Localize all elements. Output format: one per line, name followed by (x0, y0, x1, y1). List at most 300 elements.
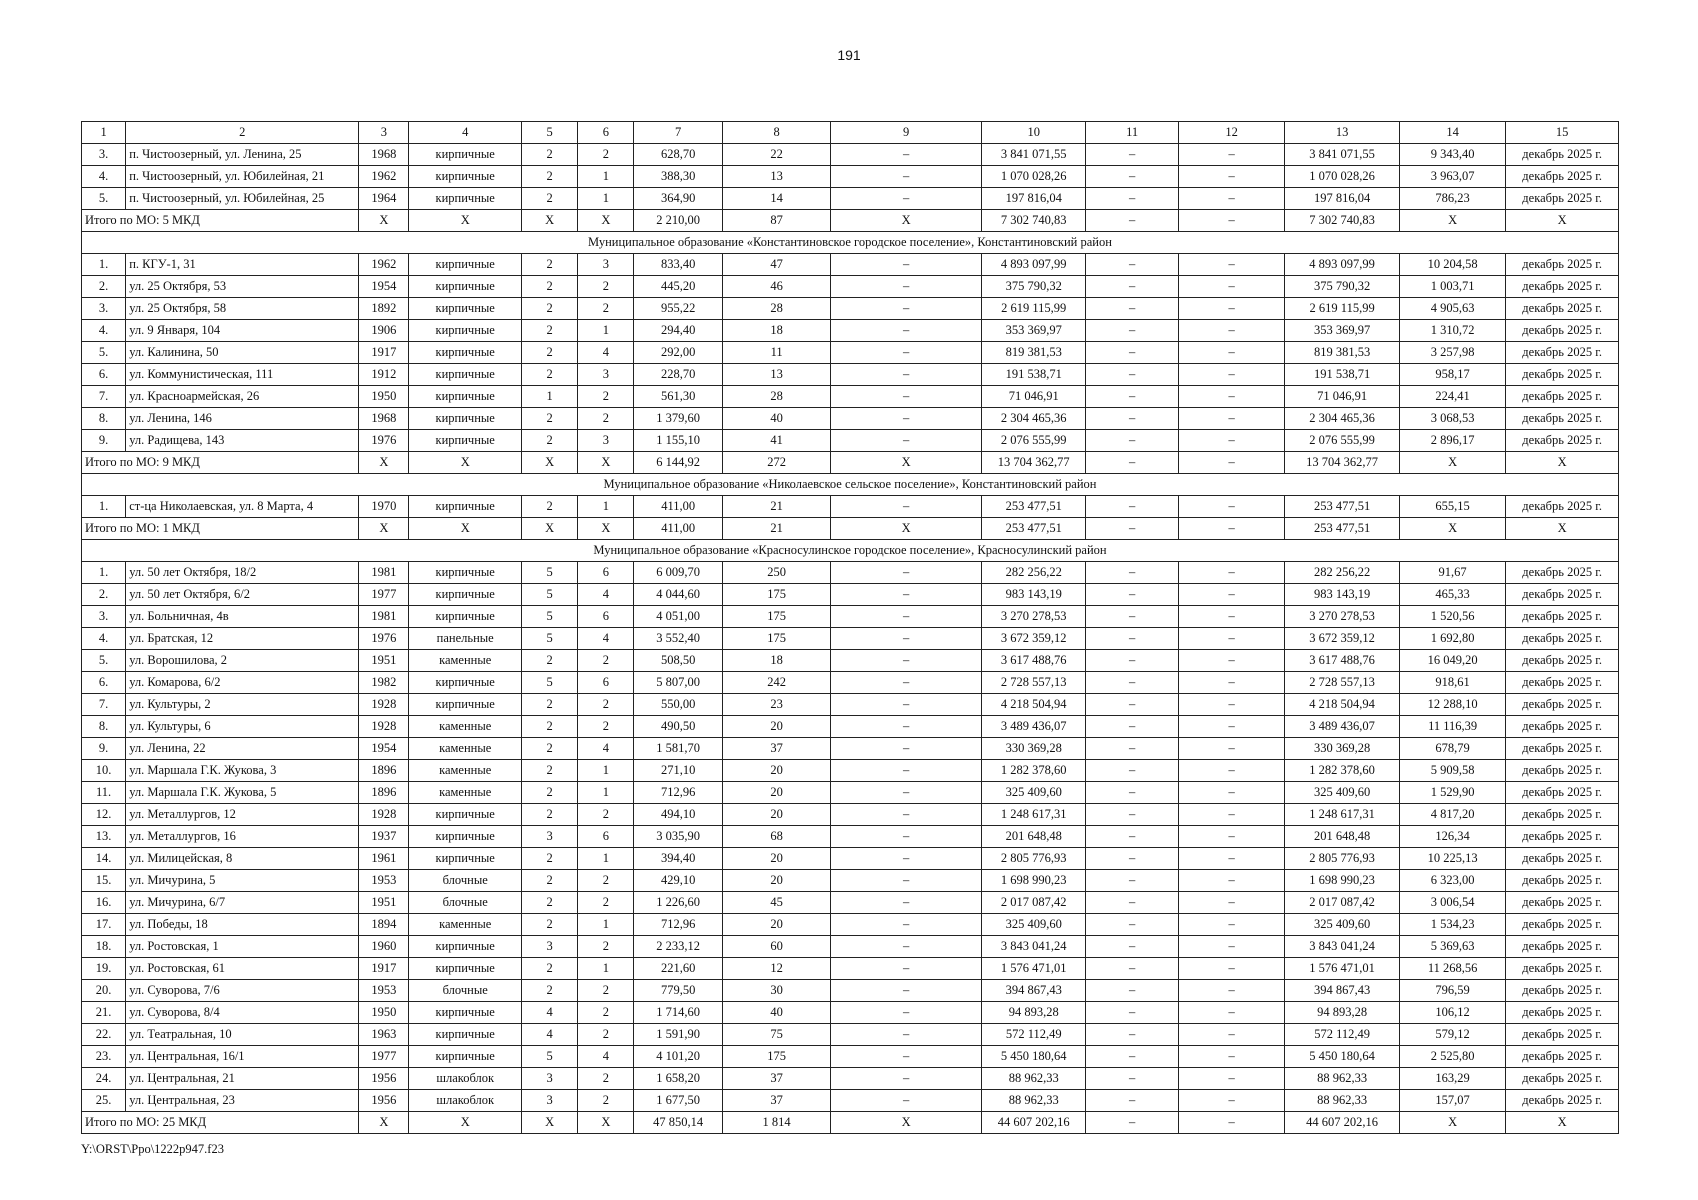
table-row (82, 276, 1619, 298)
table-cell: 5 909,58 (1399, 760, 1505, 782)
table-cell: 21 (722, 496, 830, 518)
table-cell: 1 576 471,01 (982, 958, 1086, 980)
table-cell: 12 288,10 (1399, 694, 1505, 716)
table-cell: ул. Победы, 18 (126, 914, 359, 936)
table-cell: – (1178, 364, 1284, 386)
total-cell: 44 607 202,16 (982, 1112, 1086, 1134)
table-cell: 175 (722, 628, 830, 650)
table-cell: 5 450 180,64 (1285, 1046, 1400, 1068)
table-cell: 364,90 (634, 188, 722, 210)
total-cell: X (578, 1112, 634, 1134)
table-cell: 23. (82, 1046, 126, 1068)
table-cell: 1 529,90 (1399, 782, 1505, 804)
table-cell: – (1086, 1090, 1178, 1112)
table-cell: ул. Комарова, 6/2 (126, 672, 359, 694)
table-cell: 3 (521, 1068, 577, 1090)
table-cell: 4 (578, 738, 634, 760)
table-cell: ул. Театральная, 10 (126, 1024, 359, 1046)
total-cell: 47 850,14 (634, 1112, 722, 1134)
table-cell: – (1086, 760, 1178, 782)
table-cell: кирпичные (409, 386, 522, 408)
table-cell: 5 369,63 (1399, 936, 1505, 958)
total-cell: X (409, 452, 522, 474)
table-cell: 2 805 776,93 (1285, 848, 1400, 870)
table-cell: кирпичные (409, 958, 522, 980)
table-cell: 786,23 (1399, 188, 1505, 210)
table-cell: – (831, 628, 982, 650)
table-cell: 282 256,22 (1285, 562, 1400, 584)
table-cell: – (1178, 144, 1284, 166)
table-cell: 2 (521, 430, 577, 452)
table-row (82, 342, 1619, 364)
table-cell: 3 270 278,53 (1285, 606, 1400, 628)
table-cell: 2 (521, 254, 577, 276)
total-cell: 7 302 740,83 (1285, 210, 1400, 232)
table-cell: 20 (722, 848, 830, 870)
table-cell: 2 (578, 1024, 634, 1046)
table-cell: 2 (578, 144, 634, 166)
table-cell: – (1178, 1002, 1284, 1024)
table-cell: 2 525,80 (1399, 1046, 1505, 1068)
table-cell: 5 (521, 606, 577, 628)
table-cell: 11 (722, 342, 830, 364)
table-cell: 3 617 488,76 (982, 650, 1086, 672)
table-cell: 1 003,71 (1399, 276, 1505, 298)
table-cell: – (831, 672, 982, 694)
table-cell: 28 (722, 386, 830, 408)
table-cell: – (1178, 1068, 1284, 1090)
table-cell: 2 017 087,42 (982, 892, 1086, 914)
table-cell: 13 (722, 166, 830, 188)
table-cell: 4 044,60 (634, 584, 722, 606)
table-cell: 10. (82, 760, 126, 782)
table-cell: 2 (578, 1068, 634, 1090)
table-cell: 2 017 087,42 (1285, 892, 1400, 914)
total-cell: – (1086, 518, 1178, 540)
total-cell: X (831, 1112, 982, 1134)
table-cell: 1 714,60 (634, 1002, 722, 1024)
table-cell: 21. (82, 1002, 126, 1024)
table-cell: 1962 (359, 254, 409, 276)
table-cell: – (831, 408, 982, 430)
table-cell: ул. 50 лет Октября, 6/2 (126, 584, 359, 606)
table-row (82, 144, 1619, 166)
table-cell: – (1086, 188, 1178, 210)
housing-register-table (81, 121, 1619, 1134)
table-cell: – (1178, 826, 1284, 848)
table-cell: 2 304 465,36 (982, 408, 1086, 430)
total-cell: – (1086, 210, 1178, 232)
table-cell: 2 (521, 870, 577, 892)
table-cell: 2. (82, 276, 126, 298)
table-cell: шлакоблок (409, 1090, 522, 1112)
table-cell: – (1086, 1024, 1178, 1046)
table-cell: 20 (722, 804, 830, 826)
table-cell: кирпичные (409, 144, 522, 166)
table-cell: 5 (521, 672, 577, 694)
table-cell: 1961 (359, 848, 409, 870)
table-cell: декабрь 2025 г. (1506, 342, 1619, 364)
table-cell: 37 (722, 738, 830, 760)
table-cell: блочные (409, 980, 522, 1002)
table-cell: ул. Культуры, 2 (126, 694, 359, 716)
table-cell: 191 538,71 (1285, 364, 1400, 386)
table-cell: – (1086, 738, 1178, 760)
table-cell: 3 841 071,55 (982, 144, 1086, 166)
table-cell: п. Чистоозерный, ул. Ленина, 25 (126, 144, 359, 166)
table-row (82, 980, 1619, 1002)
table-cell: 6. (82, 364, 126, 386)
table-cell: 955,22 (634, 298, 722, 320)
total-cell: X (359, 452, 409, 474)
total-cell: X (1506, 452, 1619, 474)
column-number-header: 14 (1399, 122, 1505, 144)
table-cell: 5 (521, 628, 577, 650)
table-cell: 1976 (359, 430, 409, 452)
table-cell: – (831, 804, 982, 826)
table-cell: 494,10 (634, 804, 722, 826)
total-cell: – (1178, 210, 1284, 232)
table-cell: панельные (409, 628, 522, 650)
table-cell: ул. Коммунистическая, 111 (126, 364, 359, 386)
table-cell: 94 893,28 (1285, 1002, 1400, 1024)
total-cell: X (521, 518, 577, 540)
table-cell: 3 068,53 (1399, 408, 1505, 430)
table-cell: декабрь 2025 г. (1506, 188, 1619, 210)
table-cell: 3 (578, 430, 634, 452)
table-cell: – (1086, 650, 1178, 672)
table-cell: – (831, 694, 982, 716)
table-cell: 1. (82, 562, 126, 584)
total-cell: – (1178, 452, 1284, 474)
table-cell: – (1086, 320, 1178, 342)
table-cell: – (831, 562, 982, 584)
total-cell: 272 (722, 452, 830, 474)
table-cell: 9. (82, 738, 126, 760)
table-cell: – (1178, 782, 1284, 804)
table-cell: 242 (722, 672, 830, 694)
table-cell: – (831, 342, 982, 364)
table-cell: – (1178, 342, 1284, 364)
municipality-section-row (82, 232, 1619, 254)
table-cell: 1976 (359, 628, 409, 650)
total-cell: 253 477,51 (1285, 518, 1400, 540)
table-cell: 22 (722, 144, 830, 166)
total-cell: 13 704 362,77 (982, 452, 1086, 474)
table-cell: 353 369,97 (982, 320, 1086, 342)
total-row (82, 518, 1619, 540)
table-cell: 6. (82, 672, 126, 694)
table-cell: 22. (82, 1024, 126, 1046)
table-cell: – (1086, 914, 1178, 936)
table-cell: ст-ца Николаевская, ул. 8 Марта, 4 (126, 496, 359, 518)
table-cell: 6 (578, 672, 634, 694)
table-row (82, 1024, 1619, 1046)
table-cell: 5 (521, 584, 577, 606)
table-cell: – (1086, 298, 1178, 320)
table-cell: кирпичные (409, 364, 522, 386)
table-cell: 1896 (359, 760, 409, 782)
table-cell: 4. (82, 628, 126, 650)
municipality-section-row (82, 474, 1619, 496)
table-cell: 1970 (359, 496, 409, 518)
table-cell: 1 (578, 958, 634, 980)
table-cell: 1951 (359, 650, 409, 672)
table-cell: блочные (409, 892, 522, 914)
table-cell: 9 343,40 (1399, 144, 1505, 166)
table-cell: декабрь 2025 г. (1506, 298, 1619, 320)
table-cell: декабрь 2025 г. (1506, 694, 1619, 716)
table-cell: 5. (82, 650, 126, 672)
column-number-header: 12 (1178, 122, 1284, 144)
table-cell: 4 893 097,99 (982, 254, 1086, 276)
table-cell: 983 143,19 (982, 584, 1086, 606)
table-cell: 3 (578, 364, 634, 386)
table-cell: п. Чистоозерный, ул. Юбилейная, 25 (126, 188, 359, 210)
table-cell: ул. Милицейская, 8 (126, 848, 359, 870)
table-cell: 2 (521, 364, 577, 386)
table-cell: 2 304 465,36 (1285, 408, 1400, 430)
total-cell: X (1399, 518, 1505, 540)
table-cell: 918,61 (1399, 672, 1505, 694)
table-cell: п. КГУ-1, 31 (126, 254, 359, 276)
table-cell: 2 (521, 738, 577, 760)
table-cell: 2 (521, 276, 577, 298)
table-cell: декабрь 2025 г. (1506, 848, 1619, 870)
table-cell: 2 076 555,99 (1285, 430, 1400, 452)
table-cell: блочные (409, 870, 522, 892)
table-cell: – (1086, 826, 1178, 848)
total-cell: X (521, 1112, 577, 1134)
table-cell: кирпичные (409, 826, 522, 848)
table-cell: 1937 (359, 826, 409, 848)
table-cell: 2 (578, 408, 634, 430)
table-cell: 833,40 (634, 254, 722, 276)
table-cell: 228,70 (634, 364, 722, 386)
table-cell: кирпичные (409, 848, 522, 870)
table-cell: 2 (521, 342, 577, 364)
table-cell: 191 538,71 (982, 364, 1086, 386)
table-cell: каменные (409, 914, 522, 936)
table-cell: 4 101,20 (634, 1046, 722, 1068)
table-cell: 1956 (359, 1090, 409, 1112)
table-cell: 1928 (359, 694, 409, 716)
table-cell: декабрь 2025 г. (1506, 980, 1619, 1002)
table-cell: 394,40 (634, 848, 722, 870)
table-cell: декабрь 2025 г. (1506, 892, 1619, 914)
table-cell: 2 (521, 408, 577, 430)
column-number-header: 10 (982, 122, 1086, 144)
table-cell: 3. (82, 298, 126, 320)
table-cell: кирпичные (409, 694, 522, 716)
table-row (82, 870, 1619, 892)
table-cell: 60 (722, 936, 830, 958)
table-cell: декабрь 2025 г. (1506, 144, 1619, 166)
table-cell: 3 489 436,07 (982, 716, 1086, 738)
table-cell: каменные (409, 650, 522, 672)
table-cell: – (831, 298, 982, 320)
table-cell: кирпичные (409, 342, 522, 364)
table-cell: 1 070 028,26 (1285, 166, 1400, 188)
total-label: Итого по МО: 9 МКД (82, 452, 359, 474)
table-cell: 1 692,80 (1399, 628, 1505, 650)
table-cell: декабрь 2025 г. (1506, 958, 1619, 980)
table-cell: ул. Маршала Г.К. Жукова, 5 (126, 782, 359, 804)
table-cell: – (1086, 716, 1178, 738)
table-cell: – (1178, 298, 1284, 320)
table-cell: декабрь 2025 г. (1506, 826, 1619, 848)
table-cell: 13. (82, 826, 126, 848)
table-cell: – (1086, 342, 1178, 364)
table-cell: – (1178, 980, 1284, 1002)
table-cell: – (1086, 694, 1178, 716)
table-cell: 712,96 (634, 914, 722, 936)
table-cell: – (1086, 408, 1178, 430)
table-cell: – (1086, 804, 1178, 826)
table-cell: 3 552,40 (634, 628, 722, 650)
table-cell: 394 867,43 (982, 980, 1086, 1002)
table-cell: декабрь 2025 г. (1506, 562, 1619, 584)
table-cell: 1 (578, 188, 634, 210)
column-number-header: 5 (521, 122, 577, 144)
table-cell: 1968 (359, 408, 409, 430)
table-cell: 411,00 (634, 496, 722, 518)
table-cell: – (1178, 694, 1284, 716)
column-number-header: 7 (634, 122, 722, 144)
table-cell: ул. Суворова, 8/4 (126, 1002, 359, 1024)
table-cell: кирпичные (409, 584, 522, 606)
table-cell: – (1086, 584, 1178, 606)
table-cell: 75 (722, 1024, 830, 1046)
table-row (82, 584, 1619, 606)
table-cell: 37 (722, 1090, 830, 1112)
table-cell: 1954 (359, 738, 409, 760)
table-cell: 20. (82, 980, 126, 1002)
table-cell: – (1178, 760, 1284, 782)
table-cell: – (1178, 914, 1284, 936)
table-cell: 224,41 (1399, 386, 1505, 408)
table-cell: – (831, 848, 982, 870)
table-cell: 5. (82, 342, 126, 364)
table-cell: 779,50 (634, 980, 722, 1002)
total-cell: X (359, 1112, 409, 1134)
table-cell: – (1178, 584, 1284, 606)
table-cell: 1956 (359, 1068, 409, 1090)
total-cell: – (1178, 1112, 1284, 1134)
table-cell: 1 (578, 782, 634, 804)
table-cell: декабрь 2025 г. (1506, 166, 1619, 188)
table-cell: декабрь 2025 г. (1506, 364, 1619, 386)
total-row (82, 1112, 1619, 1134)
table-cell: 550,00 (634, 694, 722, 716)
total-cell: 13 704 362,77 (1285, 452, 1400, 474)
total-cell: X (1506, 210, 1619, 232)
table-cell: 16. (82, 892, 126, 914)
table-cell: декабрь 2025 г. (1506, 738, 1619, 760)
table-cell: 1950 (359, 1002, 409, 1024)
table-row (82, 606, 1619, 628)
table-cell: 4. (82, 320, 126, 342)
table-cell: 325 409,60 (982, 782, 1086, 804)
table-cell: кирпичные (409, 254, 522, 276)
table-cell: 10 204,58 (1399, 254, 1505, 276)
table-cell: 3 963,07 (1399, 166, 1505, 188)
table-cell: 5 (521, 1046, 577, 1068)
municipality-title: Муниципальное образование «Николаевское сельское поселение», Константиновский район (82, 474, 1619, 496)
table-cell: ул. 50 лет Октября, 18/2 (126, 562, 359, 584)
table-cell: – (831, 980, 982, 1002)
table-row (82, 738, 1619, 760)
table-cell: 1. (82, 254, 126, 276)
table-cell: 388,30 (634, 166, 722, 188)
table-cell: 2 (521, 694, 577, 716)
total-cell: X (1399, 452, 1505, 474)
table-cell: 2 (578, 1090, 634, 1112)
table-cell: 7. (82, 386, 126, 408)
table-cell: 2 076 555,99 (982, 430, 1086, 452)
table-cell: 24. (82, 1068, 126, 1090)
total-label: Итого по МО: 5 МКД (82, 210, 359, 232)
table-cell: 4 (578, 628, 634, 650)
municipality-title: Муниципальное образование «Константиновское городское поселение», Константиновский район (82, 232, 1619, 254)
table-cell: 1 (578, 496, 634, 518)
table-cell: 126,34 (1399, 826, 1505, 848)
table-cell: декабрь 2025 г. (1506, 320, 1619, 342)
table-cell: 4 (578, 342, 634, 364)
table-cell: декабрь 2025 г. (1506, 606, 1619, 628)
table-cell: 292,00 (634, 342, 722, 364)
table-cell: 1 310,72 (1399, 320, 1505, 342)
table-cell: 1894 (359, 914, 409, 936)
table-cell: 1 282 378,60 (1285, 760, 1400, 782)
table-cell: 5 807,00 (634, 672, 722, 694)
table-cell: – (831, 760, 982, 782)
table-cell: 4 893 097,99 (1285, 254, 1400, 276)
table-cell: 5. (82, 188, 126, 210)
table-cell: 3 841 071,55 (1285, 144, 1400, 166)
table-cell: 3 843 041,24 (982, 936, 1086, 958)
total-cell: – (1178, 518, 1284, 540)
table-cell: кирпичные (409, 672, 522, 694)
table-cell: – (831, 936, 982, 958)
table-cell: – (1178, 650, 1284, 672)
table-cell: 353 369,97 (1285, 320, 1400, 342)
table-cell: 678,79 (1399, 738, 1505, 760)
table-cell: – (1086, 276, 1178, 298)
table-cell: 2 (521, 760, 577, 782)
table-cell: кирпичные (409, 408, 522, 430)
table-cell: 14. (82, 848, 126, 870)
table-cell: кирпичные (409, 804, 522, 826)
column-number-header: 11 (1086, 122, 1178, 144)
table-cell: 30 (722, 980, 830, 1002)
table-cell: 579,12 (1399, 1024, 1505, 1046)
table-cell: 2 (521, 782, 577, 804)
table-cell: каменные (409, 760, 522, 782)
table-cell: ул. Центральная, 16/1 (126, 1046, 359, 1068)
table-cell: кирпичные (409, 496, 522, 518)
total-cell: 7 302 740,83 (982, 210, 1086, 232)
table-cell: 157,07 (1399, 1090, 1505, 1112)
table-cell: 68 (722, 826, 830, 848)
table-cell: 4 051,00 (634, 606, 722, 628)
table-row (82, 430, 1619, 452)
table-cell: 71 046,91 (982, 386, 1086, 408)
table-cell: 15. (82, 870, 126, 892)
table-cell: – (831, 386, 982, 408)
table-cell: – (831, 1046, 982, 1068)
table-cell: 394 867,43 (1285, 980, 1400, 1002)
